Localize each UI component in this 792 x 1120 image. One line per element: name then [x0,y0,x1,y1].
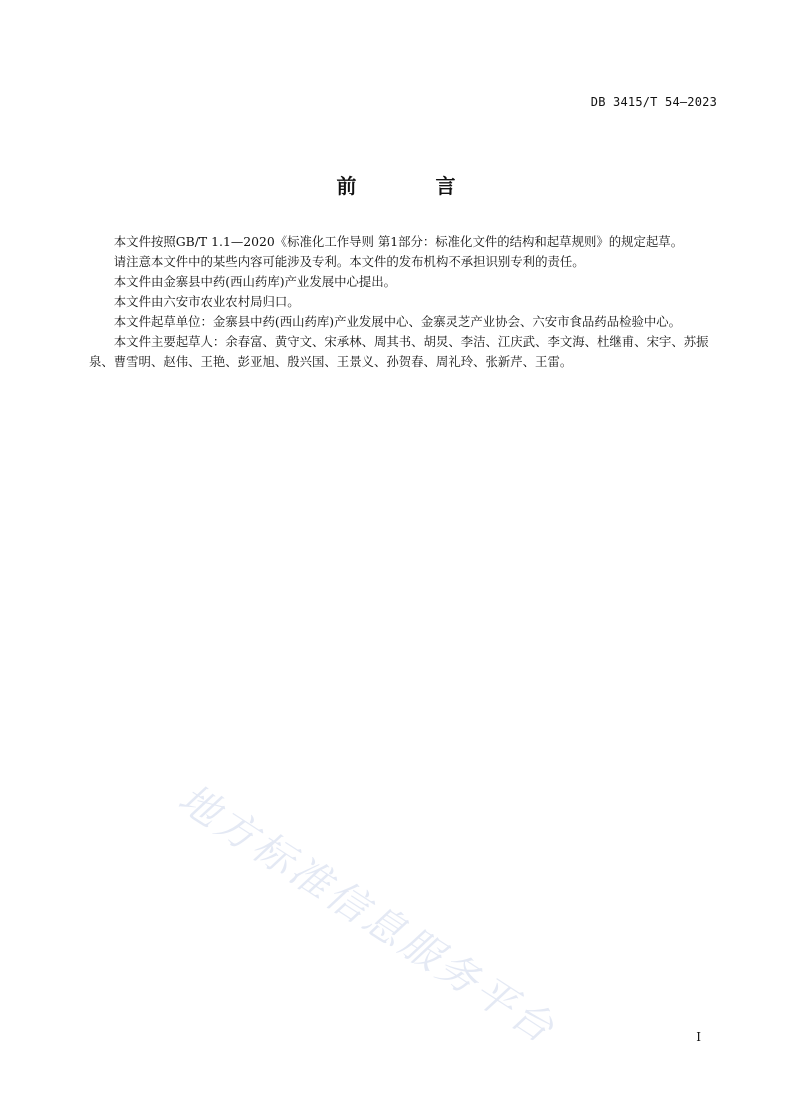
watermark: 地方标准信息服务平台 [170,775,565,1054]
page-title: 前 言 [336,174,492,198]
paragraph-administrator: 本文件由六安市农业农村局归口。 [113,294,300,309]
page-number: I [696,1030,701,1044]
paragraph-drafting-basis: 本文件按照GB/T 1.1—2020《标准化工作导则 第1部分：标准化文件的结构和起草规则》的规定起草。 [113,234,684,249]
paragraph-drafting-units: 本文件起草单位：金寨县中药(西山药库)产业发展中心、金寨灵芝产业协会、六安市食品药品检验中心。 [113,314,682,329]
foreword-body [89,232,719,372]
paragraph-drafters: 本文件主要起草人：余春富、黄守文、宋承林、周其书、胡炅、李洁、江庆武、李文海、杜继甫、宋宇、苏振泉、曹雪明、赵伟、王艳、彭亚旭、殷兴国、王景义、孙贺春、周礼玲、张新芹、王雷。 [89,334,709,369]
paragraph-patent-notice: 请注意本文件中的某些内容可能涉及专利。本文件的发布机构不承担识别专利的责任。 [113,254,585,269]
document-code: DB 3415/T 54—2023 [590,95,717,109]
paragraph-proposer: 本文件由金寨县中药(西山药库)产业发展中心提出。 [113,274,397,289]
